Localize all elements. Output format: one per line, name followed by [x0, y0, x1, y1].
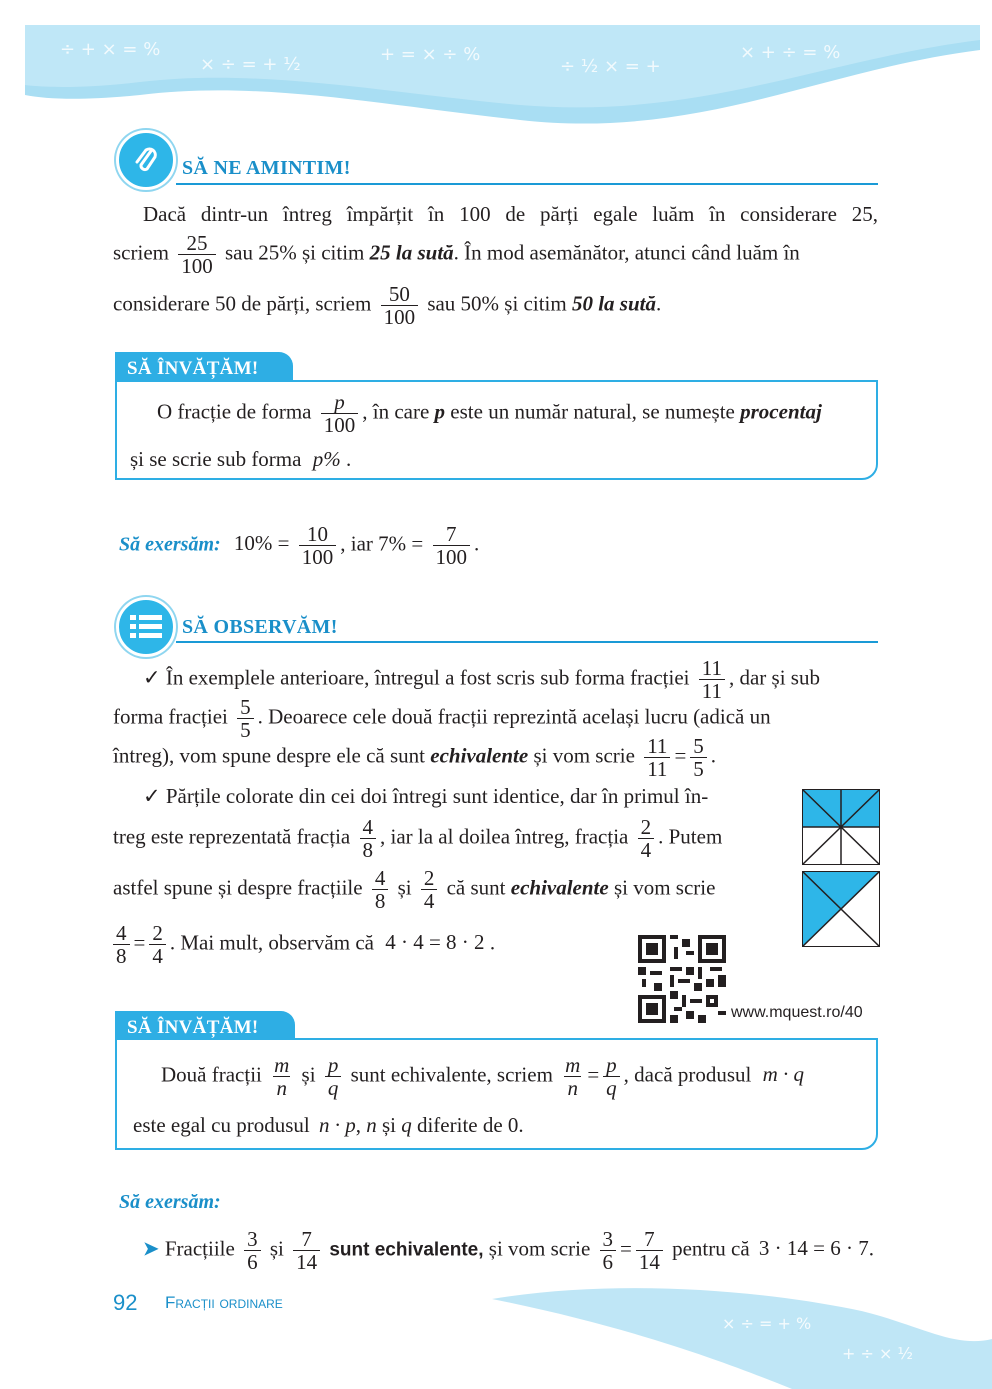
learn1-line-1: O fracție de forma $\frac{p}{100}$ , în care p este un număr natural, se numește procentaj	[157, 390, 822, 437]
fraction-p-q: $\frac{p}{q}$	[603, 1054, 620, 1099]
fraction-7-14: $\frac{7}{14}$	[636, 1228, 663, 1273]
observe-c1-line-1: ✓ În exemplele anterioare, întregul a fost scris sub forma fracției $\frac{11}{11}$ , dar și sub	[143, 656, 820, 703]
fraction-2-4: $\frac{2}{4}$	[421, 867, 438, 912]
paperclip-icon	[116, 130, 176, 190]
section-heading-observe: SĂ OBSERVĂM!	[182, 616, 338, 638]
exercise2-line: ➤ Fracțiile $\frac{3}{6}$ și $\frac{7}{14}$ sunt echivalente, și vom scrie $\frac{3}{6}$ = $\frac{7}{14}$ pentru că 3 · 14 = 6 · 7.	[142, 1227, 874, 1274]
fraction-7-14: $\frac{7}{14}$	[293, 1228, 320, 1273]
fraction-m-n: $\frac{m}{n}$	[565, 1053, 581, 1100]
svg-text:× + ÷ = %: × + ÷ = %	[740, 42, 841, 63]
check-icon: ✓	[143, 784, 161, 808]
exercise2-label: Să exersăm:	[119, 1191, 221, 1213]
fraction-2-4: $\frac{2}{4}$	[638, 816, 655, 861]
svg-text:÷ ½ × = +: ÷ ½ × = +	[560, 56, 661, 77]
fraction-7-100: $\frac{7}{100}$	[433, 523, 471, 568]
fraction-25-100: $\frac{25}{100}$	[178, 232, 216, 277]
learn2-line-1: Două fracții $\frac{m}{n}$ și $\frac{p}{q}$ sunt echivalente, scriem $\frac{m}{n}$ = $\frac{p}{q}$ , dacă produsul m · q	[161, 1053, 805, 1100]
fraction-50-100: $\frac{50}{100}$	[381, 283, 419, 328]
remember-line-3: considerare 50 de părți, scriem $\frac{50}{100}$ sau 50% și citim 50 la sută.	[113, 282, 662, 329]
qr-url-link[interactable]: www.mquest.ro/40	[731, 1004, 863, 1021]
svg-text:+ = × ÷ %: + = × ÷ %	[380, 44, 481, 65]
learn-tab-2: SĂ ÎNVĂȚĂM!	[115, 1011, 295, 1043]
fraction-p-100: $\frac{p}{100}$	[321, 391, 359, 436]
fraction-5-5: $\frac{5}{5}$	[237, 696, 254, 741]
top-banner-decoration	[0, 0, 992, 140]
fraction-p-q: $\frac{p}{q}$	[325, 1054, 342, 1099]
fraction-10-100: $\frac{10}{100}$	[299, 523, 337, 568]
section-rule	[176, 641, 878, 643]
page-number: 92	[113, 1290, 138, 1315]
fraction-3-6: $\frac{3}{6}$	[244, 1228, 261, 1273]
fraction-11-11: $\frac{11}{11}$	[644, 735, 670, 780]
observe-c2-line-4: $\frac{4}{8}$ = $\frac{2}{4}$ . Mai mult, observăm că 4 · 4 = 8 · 2 .	[113, 922, 495, 967]
fraction-5-5: $\frac{5}{5}$	[690, 735, 707, 780]
svg-text:× ÷ = + %: × ÷ = + %	[722, 1314, 812, 1333]
square-eighths-diagram	[802, 789, 880, 865]
section-rule	[176, 183, 878, 185]
remember-line-2: scriem $\frac{25}{100}$ sau 25% și citim 25 la sută. În mod asemănător, atunci când luăm în	[113, 231, 800, 278]
observe-c2-line-1: ✓ Părțile colorate din cei doi întregi sunt identice, dar în primul în-	[143, 784, 709, 808]
arrow-bullet-icon: ➤	[142, 1236, 160, 1261]
observe-c2-line-2: treg este reprezentată fracția $\frac{4}{8}$ , iar la al doilea întreg, fracția $\frac{2}{4}$ . Putem	[113, 815, 723, 862]
fraction-4-8: $\frac{4}{8}$	[113, 922, 130, 967]
exercise1-line: Să exersăm: 10% = $\frac{10}{100}$ , iar 7% = $\frac{7}{100}$ .	[119, 522, 480, 569]
learn1-line-2: și se scrie sub forma p% .	[130, 447, 352, 471]
remember-line-1: Dacă dintr-un întreg împărțit în 100 de părți egale luăm în considerare 25,	[143, 202, 878, 226]
fraction-3-6: $\frac{3}{6}$	[600, 1228, 617, 1273]
observe-c1-line-3: întreg), vom spune despre ele că sunt echivalente și vom scrie $\frac{11}{11}$ = $\frac{5}{5}$ .	[113, 734, 717, 781]
svg-text:+ ÷ × ½: + ÷ × ½	[842, 1344, 913, 1363]
fraction-4-8: $\frac{4}{8}$	[372, 867, 389, 912]
list-icon	[116, 597, 176, 657]
fraction-4-8: $\frac{4}{8}$	[360, 816, 377, 861]
observe-c2-line-3: astfel spune și despre fracțiile $\frac{4}{8}$ și $\frac{2}{4}$ că sunt echivalente și vom scrie	[113, 866, 716, 913]
qr-code-image[interactable]	[638, 935, 726, 1023]
svg-text:÷ + × = %: ÷ + × = %	[60, 39, 161, 60]
fraction-m-n: $\frac{m}{n}$	[274, 1053, 290, 1100]
learn2-line-2: este egal cu produsul n · p, n și q diferite de 0.	[133, 1113, 524, 1137]
square-quarters-diagram	[802, 871, 880, 947]
fraction-11-11: $\frac{11}{11}$	[699, 657, 725, 702]
fraction-2-4: $\frac{2}{4}$	[149, 922, 166, 967]
bottom-banner-decoration	[492, 1269, 992, 1389]
chapter-title: Fracții ordinare	[165, 1293, 283, 1312]
check-icon: ✓	[143, 665, 161, 690]
svg-text:× ÷ = + ½: × ÷ = + ½	[200, 54, 301, 75]
observe-c1-line-2: forma fracției $\frac{5}{5}$ . Deoarece cele două fracții reprezintă același lucru (adică un	[113, 695, 771, 742]
section-heading-remember: SĂ NE AMINTIM!	[182, 157, 351, 179]
learn-tab-1: SĂ ÎNVĂȚĂM!	[115, 352, 293, 384]
